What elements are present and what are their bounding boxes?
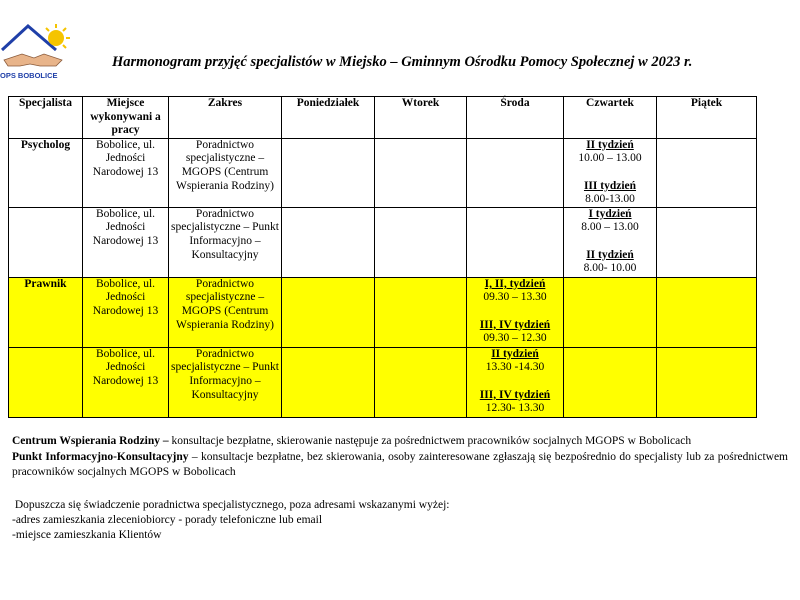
time-range: 8.00-13.00 xyxy=(585,193,635,206)
note-pik-label: Punkt Informacyjno-Konsultacyjny xyxy=(12,451,189,463)
monday-cell xyxy=(282,138,375,207)
time-range: 12.30- 13.30 xyxy=(485,402,545,415)
monday-cell xyxy=(282,277,375,347)
week-label: II tydzień xyxy=(491,347,539,360)
header-cell: Specjalista xyxy=(9,97,83,139)
thursday-cell xyxy=(564,138,657,207)
note-extra-item: -adres zamieszkania zleceniobiorcy - porady telefoniczne lub email xyxy=(12,514,323,526)
note-extra xyxy=(12,498,788,543)
logo xyxy=(0,20,80,82)
note-pik-text: – konsultacje bezpłatne, bez skierowania, osoby zainteresowane zgłaszają się bezpośrednio do specjalisty lub za pośrednictwem pracowników socjalnych MGOPS w Bobolicach xyxy=(12,451,789,478)
note-extra-intro: Dopuszcza się świadczenie poradnictwa specjalistycznego, poza adresami wskazanymi wyżej: xyxy=(12,499,450,511)
week-label: III, IV tydzień xyxy=(479,318,551,331)
logo-text: OPS BOBOLICE xyxy=(0,71,58,80)
time-range: 09.30 – 13.30 xyxy=(483,291,547,304)
wednesday-cell xyxy=(467,138,564,207)
scope-cell: Poradnictwo specjalistyczne – Punkt Informacyjno – Konsultacyjny xyxy=(169,207,282,277)
monday-cell xyxy=(282,347,375,417)
scope-cell: Poradnictwo specjalistyczne – MGOPS (Centrum Wspierania Rodziny) xyxy=(169,138,282,207)
specialist-cell xyxy=(9,207,83,277)
friday-cell xyxy=(657,207,757,277)
header-cell: Wtorek xyxy=(375,97,467,139)
handshake-icon xyxy=(4,54,62,66)
note-pik xyxy=(12,450,788,480)
week-label: I, II, tydzień xyxy=(484,277,546,290)
time-range: 10.00 – 13.00 xyxy=(578,152,642,165)
header-cell: Poniedziałek xyxy=(282,97,375,139)
sun-icon xyxy=(48,30,64,46)
note-extra-item: -miejsce zamieszkania Klientów xyxy=(12,529,162,541)
wednesday-cell xyxy=(467,207,564,277)
note-cwr xyxy=(12,434,788,449)
tuesday-cell xyxy=(375,138,467,207)
place-cell: Bobolice, ul. Jedności Narodowej 13 xyxy=(83,138,169,207)
scope-cell: Poradnictwo specjalistyczne – Punkt Informacyjno – Konsultacyjny xyxy=(169,347,282,417)
friday-cell xyxy=(657,138,757,207)
specialist-cell xyxy=(9,347,83,417)
schedule-table xyxy=(8,96,757,418)
header-cell: Środa xyxy=(467,97,564,139)
time-range: 8.00 – 13.00 xyxy=(581,221,639,234)
week-label: III tydzień xyxy=(583,179,637,192)
thursday-cell xyxy=(564,277,657,347)
thursday-cell xyxy=(564,347,657,417)
friday-cell xyxy=(657,347,757,417)
wednesday-cell xyxy=(467,347,564,417)
note-cwr-label: Centrum Wspierania Rodziny – xyxy=(12,435,169,447)
place-cell: Bobolice, ul. Jedności Narodowej 13 xyxy=(83,347,169,417)
scope-cell: Poradnictwo specjalistyczne – MGOPS (Centrum Wspierania Rodziny) xyxy=(169,277,282,347)
wednesday-cell xyxy=(467,277,564,347)
logo-graphic xyxy=(0,20,80,82)
week-label: III, IV tydzień xyxy=(479,388,551,401)
week-label: I tydzień xyxy=(588,207,632,220)
tuesday-cell xyxy=(375,207,467,277)
tuesday-cell xyxy=(375,347,467,417)
specialist-cell: Psycholog xyxy=(9,138,83,207)
week-label: II tydzień xyxy=(586,248,634,261)
monday-cell xyxy=(282,207,375,277)
table-header-row xyxy=(9,97,757,139)
header-cell: Czwartek xyxy=(564,97,657,139)
time-range: 09.30 – 12.30 xyxy=(483,332,547,345)
table-row xyxy=(9,277,757,347)
header-cell: Piątek xyxy=(657,97,757,139)
table-row xyxy=(9,347,757,417)
thursday-cell xyxy=(564,207,657,277)
header-cell: Zakres xyxy=(169,97,282,139)
specialist-cell: Prawnik xyxy=(9,277,83,347)
week-label: II tydzień xyxy=(586,138,634,151)
tuesday-cell xyxy=(375,277,467,347)
header-cell: Miejsce wykonywani a pracy xyxy=(83,97,169,139)
time-range: 13.30 -14.30 xyxy=(485,361,545,374)
table-row xyxy=(9,138,757,207)
friday-cell xyxy=(657,277,757,347)
page-title: Harmonogram przyjęć specjalistów w Miejsko – Gminnym Ośrodku Pomocy Społecznej w 2023 r. xyxy=(112,54,693,70)
time-range: 8.00- 10.00 xyxy=(583,262,637,275)
place-cell: Bobolice, ul. Jedności Narodowej 13 xyxy=(83,277,169,347)
note-cwr-text: konsultacje bezpłatne, skierowanie następuje za pośrednictwem pracowników socjalnych MGOPS w Bobolicach xyxy=(168,435,692,447)
place-cell: Bobolice, ul. Jedności Narodowej 13 xyxy=(83,207,169,277)
table-row xyxy=(9,207,757,277)
